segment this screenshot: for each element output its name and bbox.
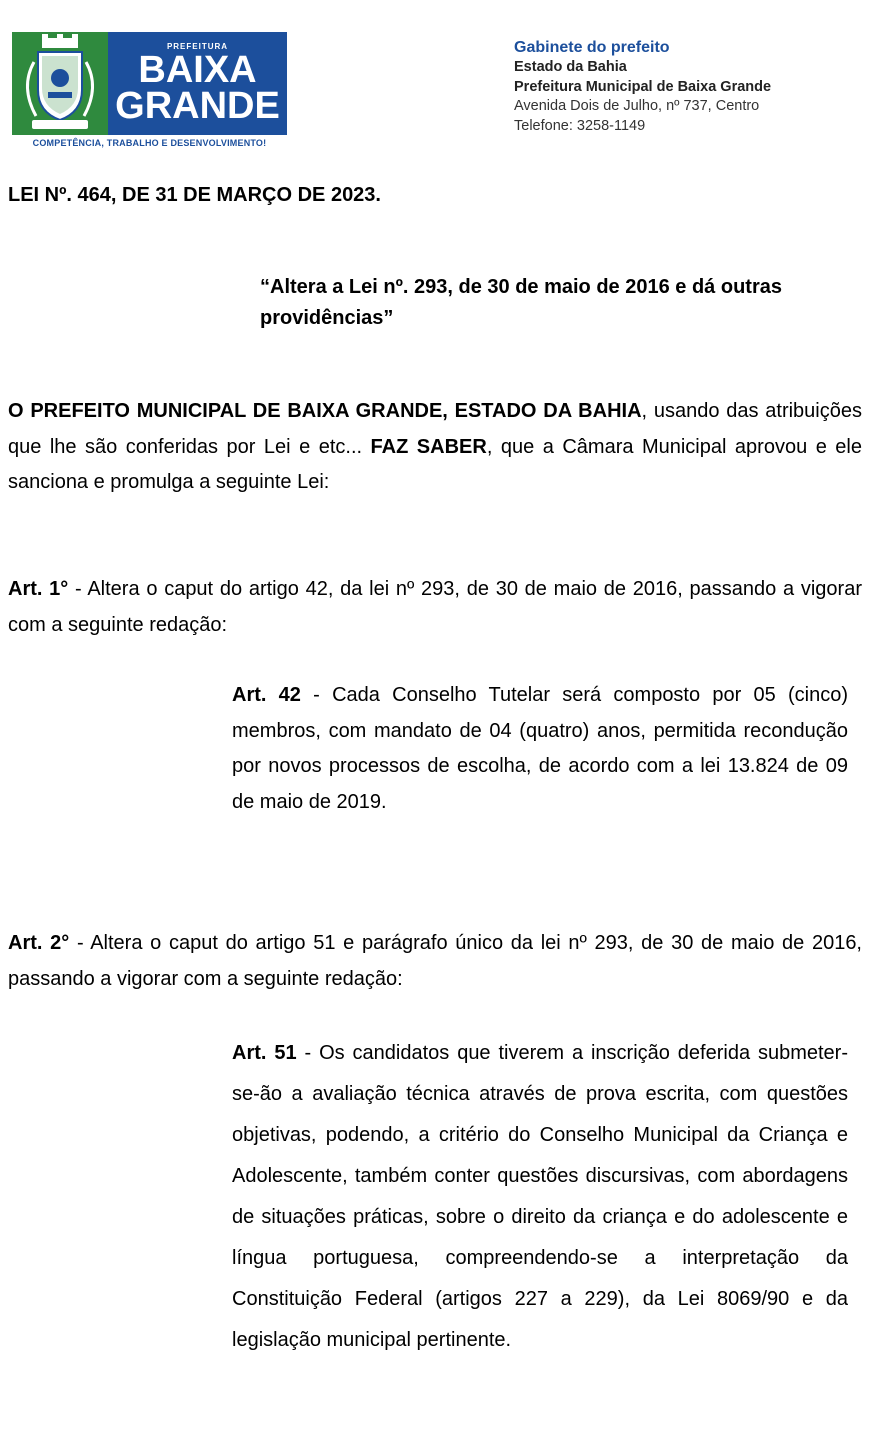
preamble-text-2: , que a Câmara Municipal aprovou e ele sanciona e promulga a seguinte Lei:: [8, 435, 862, 493]
logo-city-line1: BAIXA: [138, 49, 257, 91]
state-name: Estado da Bahia: [514, 59, 627, 75]
preamble: [8, 394, 862, 501]
preamble-text-1: , usando das atribuições que lhe são conferidas por Lei e etc...: [8, 400, 862, 458]
article-51-quote: [232, 1033, 848, 1361]
article-2: [8, 926, 862, 997]
article-51-text: - Os candidatos que tiverem a inscrição deferida submeter-se-ão a avaliação técnica através de prova escrita, com questões objetivas, podendo, a critério do Conselho Municipal da Criança e Adolescente, também conter questões discursivas, com abordagens de situações práticas, sobre o direito da criança e do adolescente e língua portuguesa, compreendendo-se a interpretação da Constituição Federal (artigos 227 a 229), da Lei 8069/90 e da legislação municipal pertinente.: [232, 1042, 849, 1351]
municipality-name: Prefeitura Municipal de Baixa Grande: [514, 78, 772, 95]
coat-of-arms-icon: [12, 32, 108, 135]
phone: Telefone: 3258-1149: [514, 117, 646, 134]
article-51-label: Art. 51: [232, 1042, 297, 1064]
logo-prefeitura-text: PREFEITURA: [166, 42, 229, 51]
article-42-quote: [232, 678, 848, 820]
article-42-text: - Cada Conselho Tutelar será composto por 05 (cinco) membros, com mandato de 04 (quatro) anos, permitida recondução por novos processos de escolha, de acordo com a lei 13.824 de 09 de maio de 2019.: [232, 684, 849, 813]
logo-city-line2: GRANDE: [115, 85, 280, 127]
preamble-faz-saber: FAZ SABER: [370, 435, 487, 458]
logo-slogan: COMPETÊNCIA, TRABALHO E DESENVOLVIMENTO!: [32, 138, 267, 148]
office-name: Gabinete do prefeito: [514, 39, 670, 56]
law-ementa: “Altera a Lei nº. 293, de 30 de maio de 2016 e dá outras providências”: [260, 276, 782, 329]
municipal-logo: [12, 32, 287, 150]
preamble-authority: O PREFEITO MUNICIPAL DE BAIXA GRANDE, ESTADO DA BAHIA: [8, 400, 642, 422]
article-2-text: - Altera o caput do artigo 51 e parágrafo único da lei nº 293, de 30 de maio de 2016, passando a vigorar com a seguinte redação:: [8, 932, 862, 990]
article-1-text: - Altera o caput do artigo 42, da lei nº 293, de 30 de maio de 2016, passando a vigorar com a seguinte redação:: [8, 578, 862, 636]
header-contact: [514, 38, 771, 136]
city-name-box: [108, 32, 287, 135]
article-1-label: Art. 1°: [8, 578, 69, 600]
article-42-label: Art. 42: [232, 684, 301, 706]
article-2-label: Art. 2°: [8, 932, 70, 954]
article-1: [8, 572, 862, 643]
address: Avenida Dois de Julho, nº 737, Centro: [514, 98, 760, 114]
law-title: LEI Nº. 464, DE 31 DE MARÇO DE 2023.: [8, 184, 381, 206]
